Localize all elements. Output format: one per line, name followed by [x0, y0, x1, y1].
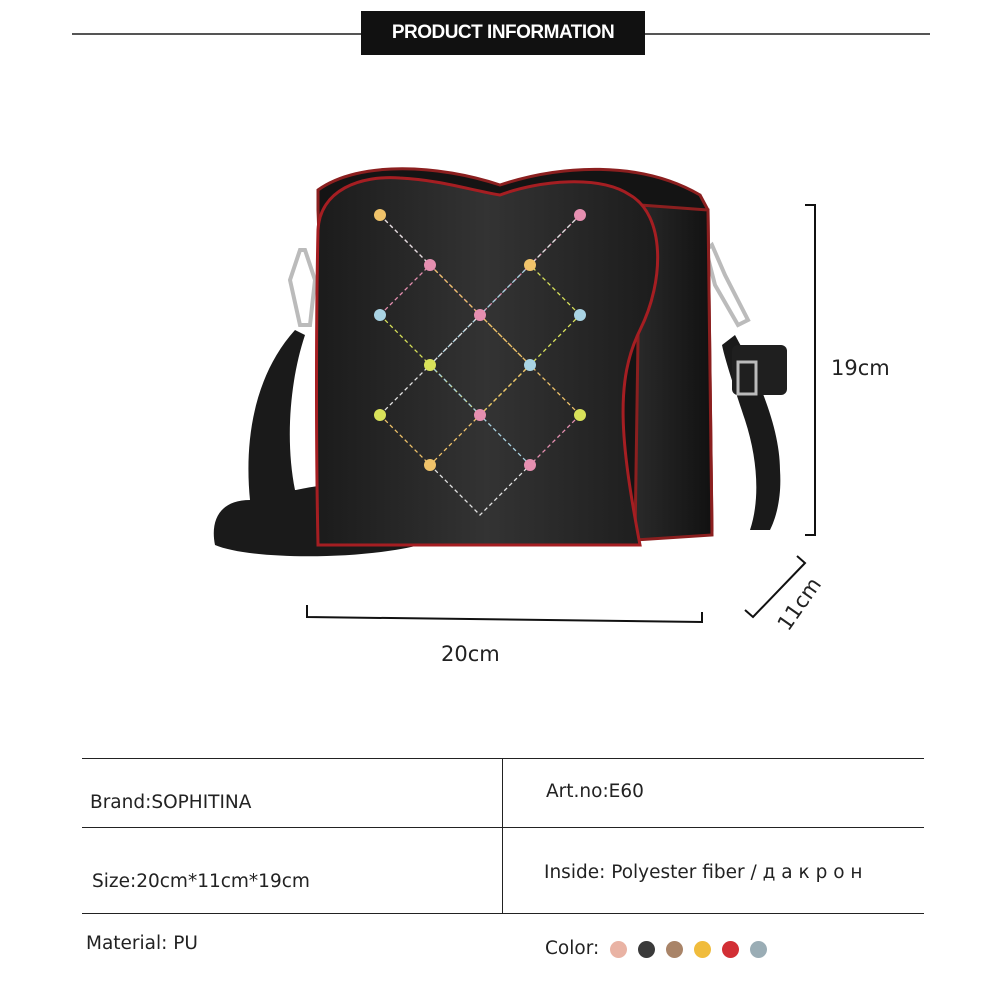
table-column-divider	[502, 758, 503, 913]
material-value: Material: PU	[86, 933, 198, 954]
color-swatch-5[interactable]	[722, 941, 739, 958]
size-value: Size:20cm*11cm*19cm	[92, 871, 310, 892]
height-dimension-line	[805, 205, 815, 535]
clip-right	[706, 245, 748, 325]
color-swatch-3[interactable]	[666, 941, 683, 958]
inside-value: Inside: Polyester fiber / д а к р о н	[544, 862, 863, 883]
color-swatch-2[interactable]	[638, 941, 655, 958]
color-swatch-4[interactable]	[694, 941, 711, 958]
color-label: Color:	[545, 938, 600, 959]
clip-left	[290, 250, 315, 325]
color-swatch-6[interactable]	[750, 941, 767, 958]
bag-front	[317, 178, 658, 545]
color-row	[545, 938, 767, 959]
table-top-line	[82, 758, 924, 759]
width-label: 20cm	[441, 642, 500, 666]
buckle	[732, 345, 787, 395]
brand-value: Brand:SOPHITINA	[90, 792, 252, 813]
width-dimension-line	[307, 605, 702, 622]
art-no-value: Art.no:E60	[546, 781, 644, 802]
color-swatch-1[interactable]	[610, 941, 627, 958]
table-row-line-1	[82, 827, 924, 828]
color-swatches	[599, 938, 767, 959]
page-title: PRODUCT INFORMATION	[361, 11, 645, 55]
height-label: 19cm	[831, 356, 890, 380]
depth-label: 11cm	[772, 573, 827, 635]
table-row-line-2	[82, 913, 924, 914]
